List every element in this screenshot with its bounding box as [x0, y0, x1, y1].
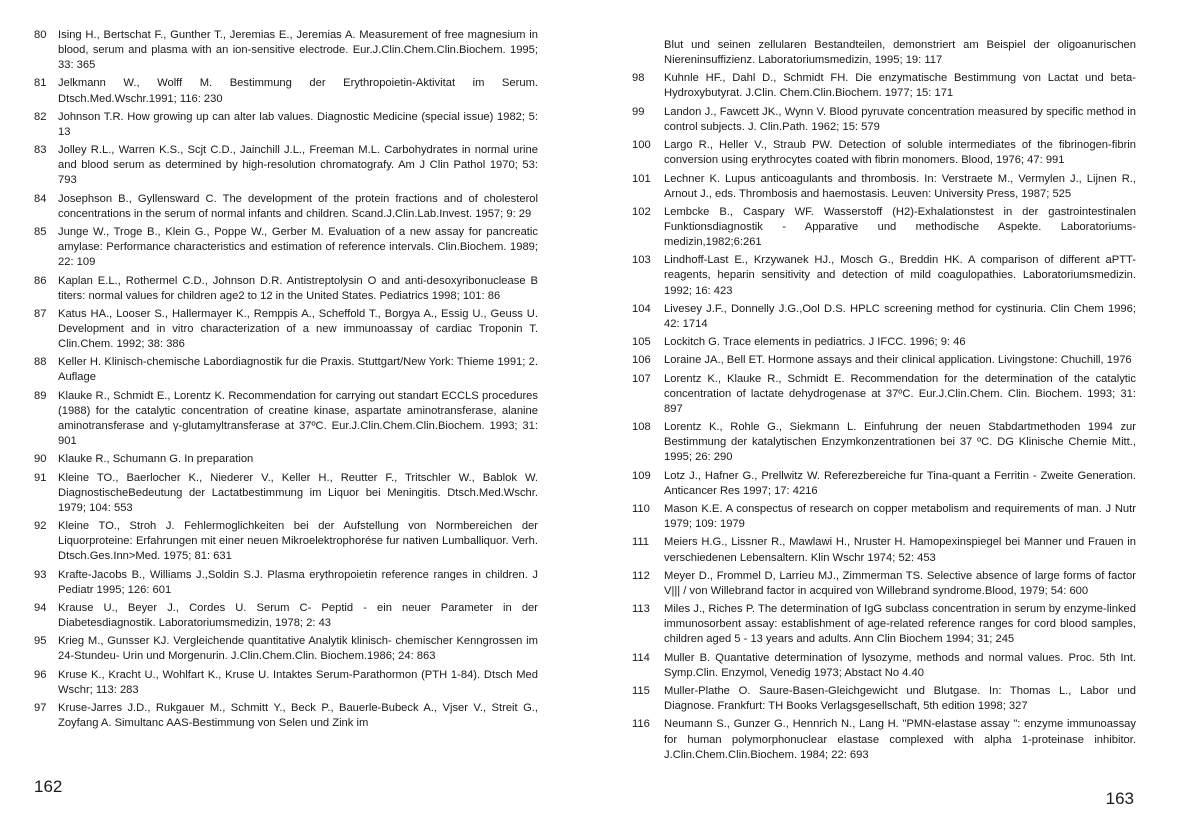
reference-number: 86	[34, 274, 47, 287]
page-number-right: 163	[1105, 789, 1134, 808]
reference-number: 107	[632, 372, 651, 385]
reference-text: Jolley R.L., Warren K.S., Scjt C.D., Jainchill J.L., Freeman M.L. Carbohydrates in normal urine and blood serum as determined by high-resolution chromatografy. Am J Clin Pathol 1970; 53: 793	[58, 144, 538, 187]
reference-number: 80	[34, 29, 47, 41]
reference-number: 90	[34, 453, 47, 466]
reference-item	[34, 568, 538, 598]
reference-text: Jelkmann W., Wolff M. Bestimmung der Erythropoietin-Aktivitat im Serum. Dtsch.Med.Wschr.1991; 116: 230	[58, 77, 538, 105]
reference-item	[632, 602, 1136, 647]
reference-text: Klauke R., Schumann G. In preparation	[58, 453, 254, 466]
reference-text: Lechner K. Lupus anticoagulants and thrombosis. In: Verstraete M., Vermylen J., Lijnen R., Arnout J., eds. Thrombosis and haemostasis. Leuven: University Press, 1987; 525	[664, 172, 1136, 200]
reference-text: Krieg M., Gunsser KJ. Vergleichende quantitative Analytik klinisch- chemischer Kenngrossen im 24-Stundeu- Urin und Morgenurin. J.Clin.Chem.Clin. Biochem.1986; 24: 863	[58, 635, 538, 663]
reference-number: 102	[632, 205, 651, 218]
reference-number: 96	[34, 668, 47, 681]
reference-text: Keller H. Klinisch-chemische Labordiagnostik fur die Praxis. Stuttgart/New York: Thieme 1991; 2. Auflage	[58, 356, 538, 384]
reference-item	[632, 420, 1136, 465]
reference-text: Katus HA., Looser S., Hallermayer K., Remppis A., Scheffold T., Borgya A., Essig U., Geuss U. Development and in vitro characterization of a new immunoassay of cardiac Troponin T. Clin.Chem. 1992; 38: 386	[58, 307, 538, 351]
reference-number: 104	[632, 302, 651, 315]
reference-number: 82	[34, 110, 47, 123]
reference-item	[34, 389, 538, 449]
reference-number: 114	[632, 651, 650, 664]
reference-item	[632, 372, 1136, 417]
reference-item	[34, 28, 538, 73]
reference-item	[632, 353, 1136, 368]
reference-text: Lockitch G. Trace elements in pediatrics. J IFCC. 1996; 9: 46	[664, 336, 966, 349]
reference-text: Krause U., Beyer J., Cordes U. Serum C- Peptid - ein neuer Parameter in der Diabetesdiagnostik. Laboratoriumsmedizin, 1978; 2: 43	[58, 601, 538, 629]
reference-item	[34, 519, 538, 564]
reference-item	[632, 469, 1136, 499]
reference-number: 87	[34, 307, 47, 320]
reference-number: 94	[34, 601, 47, 614]
right-page	[600, 0, 1200, 835]
reference-item	[34, 110, 538, 140]
reference-number: 85	[34, 226, 47, 239]
reference-text: Kleine TO., Stroh J. Fehlermoglichkeiten bei der Aufstellung von Normbereichen der Liquorproteine: Erfahrungen mit einer neuen Mikroelektrophorése fur nativen Lumballiquor. Verh. Dtsch.Ges.Inn>Med. 1975; 81: 631	[58, 520, 538, 563]
reference-item	[34, 701, 538, 731]
reference-item	[34, 452, 538, 467]
reference-text: Kleine TO., Baerlocher K., Niederer V., Keller H., Reutter F., Tritschler W., Bablok W. DiagnostischeBedeutung der Lactatbestimmung im Liquor bei Meningitis. Dtsch.Med.Wschr. 1979; 104: 553	[58, 471, 538, 514]
reference-number: 105	[632, 336, 651, 349]
reference-item	[632, 71, 1136, 101]
reference-text: Ising H., Bertschat F., Gunther T., Jeremias E., Jeremias A. Measurement of free magnesium in blood, serum and plasma with an ion-sensitive electrode. Eur.J.Clin.Chem.Clin.Biochem. 1995; 33: 365	[58, 29, 538, 72]
reference-number: 108	[632, 421, 651, 434]
reference-item	[34, 471, 538, 516]
reference-number: 97	[34, 702, 47, 715]
reference-number: 83	[34, 144, 47, 157]
reference-text: Lorentz K., Klauke R., Schmidt E. Recommendation for the determination of the catalytic concentration of lactate dehydrogenase at 37ºC. Eur.J.Clin.Chem. Clin. Biochem. 1993; 31: 897	[664, 372, 1136, 415]
reference-text: Landon J., Fawcett JK., Wynn V. Blood pyruvate concentration measured by specific method in control subjects. J. Clin.Path. 1962; 15: 579	[664, 105, 1136, 133]
reference-number: 115	[632, 685, 650, 698]
reference-text: Neumann S., Gunzer G., Hennrich N., Lang H. "PMN-elastase assay ": enzyme immunoassay for human polymorphonuclear elastase complexed with alpha 1-proteinase inhibitor. J.Clin.Chem.Clin.Biochem. 1984; 22: 693	[664, 718, 1136, 761]
reference-continuation: Blut und seinen zellularen Bestandteilen, demonstriert am Beispiel der oligoanurischen Niereninsuffizienz. Laboratoriumsmedizin, 1995; 19: 117	[664, 39, 1136, 67]
reference-number: 109	[632, 469, 651, 482]
reference-text: Miles J., Riches P. The determination of IgG subclass concentration in serum by enzyme-linked immunosorbent assay: establishment of age-related reference ranges for cord blood samples, children aged 5 - 13 years and adults. Ann Clin Biochem 1994; 31; 245	[664, 603, 1136, 646]
reference-text: Lindhoff-Last E., Krzywanek HJ., Mosch G., Breddin HK. A comparison of different aPTT-reagents, heparin sensitivity and detection of mild coagulopathies. Laboratoriumsmedizin. 1992; 16: 423	[664, 254, 1136, 297]
reference-number: 106	[632, 354, 651, 367]
reference-item	[632, 651, 1136, 681]
reference-text: Lotz J., Hafner G., Prellwitz W. Referezbereiche fur Tina-quant a Ferritin - Zweite Generation. Anticancer Res 1997; 17: 4216	[664, 469, 1136, 497]
reference-item	[632, 502, 1136, 532]
reference-item	[632, 205, 1136, 250]
reference-text: Largo R., Heller V., Straub PW. Detection of soluble intermediates of the fibrinogen-fibrin conversion using erythrocytes coated with fibrin monomers. Blood, 1976; 47: 991	[664, 139, 1136, 167]
reference-number: 110	[632, 503, 650, 516]
reference-text: Kruse K., Kracht U., Wohlfart K., Kruse U. Intaktes Serum-Parathormon (PTH 1-84). Dtsch Med Wschr; 113: 283	[58, 668, 538, 696]
reference-item	[34, 668, 538, 698]
reference-number: 81	[34, 77, 47, 90]
reference-item	[34, 307, 538, 352]
reference-item	[34, 76, 538, 106]
reference-item	[632, 335, 1136, 350]
reference-number: 116	[632, 718, 650, 731]
reference-text: Junge W., Troge B., Klein G., Poppe W., Gerber M. Evaluation of a new assay for pancreatic amylase: Performance characteristics and estimation of reference intervals. Clin.Biochem. 1989; 22: 109	[58, 226, 538, 269]
reference-item	[34, 601, 538, 631]
reference-text: Josephson B., Gyllensward C. The development of the protein fractions and of cholesterol concentrations in the serum of normal infants and children. Scand.J.Clin.Lab.Invest. 1957; 9: 29	[58, 192, 538, 220]
reference-item	[34, 634, 538, 664]
reference-item	[632, 535, 1136, 565]
reference-text: Krafte-Jacobs B., Williams J.,Soldin S.J. Plasma erythropoietin reference ranges in children. J Pediatr 1995; 126: 601	[58, 568, 538, 596]
reference-text: Johnson T.R. How growing up can alter lab values. Diagnostic Medicine (special issue) 1982; 5: 13	[58, 110, 538, 138]
reference-item	[632, 105, 1136, 135]
reference-text: Kaplan E.L., Rothermel C.D., Johnson D.R. Antistreptolysin O and anti-desoxyribonuclease B titers: normal values for children age2 to 12 in the United States. Pediatrics 1998; 101: 86	[58, 274, 538, 302]
reference-list-right	[632, 71, 1136, 762]
reference-list-left	[34, 28, 538, 731]
reference-item	[34, 274, 538, 304]
reference-item	[632, 569, 1136, 599]
reference-item	[632, 172, 1136, 202]
reference-item	[632, 684, 1136, 714]
reference-number: 95	[34, 635, 47, 648]
reference-item	[632, 717, 1136, 762]
reference-text: Livesey J.F., Donnelly J.G.,Ool D.S. HPLC screening method for cystinuria. Clin Chem 1996; 42: 1714	[664, 302, 1136, 330]
reference-number: 92	[34, 520, 47, 533]
reference-text: Meyer D., Frommel D, Larrieu MJ., Zimmerman TS. Selective absence of large forms of factor V||| / von Willebrand factor in acquired von Willebrand syndrome.Blood, 1979; 54: 600	[664, 569, 1136, 597]
reference-text: Lembcke B., Caspary WF. Wasserstoff (H2)-Exhalationstest in der gastrointestinalen Funktionsdiagnostik - Apparative und methodische Aspekte. Laboratoriums-medizin,1982;6:261	[664, 205, 1136, 249]
reference-text: Muller B. Quantative determination of lysozyme, methods and normal values. Proc. 5th Int. Symp.Clin. Enzymol, Venedig 1973; Abstact No 4.40	[664, 651, 1136, 679]
reference-text: Meiers H.G., Lissner R., Mawlawi H., Nruster H. Hamopexinspiegel bei Manner und Frauen in verschiedenen Lebensaltern. Klin Wschr 1974; 52: 453	[664, 536, 1136, 564]
page-number-left: 162	[34, 777, 63, 796]
reference-text: Mason K.E. A conspectus of research on copper metabolism and requirements of man. J Nutr 1979; 109: 1979	[664, 503, 1136, 531]
reference-number: 84	[34, 192, 47, 205]
reference-text: Muller-Plathe O. Saure-Basen-Gleichgewicht und Blutgase. In: Thomas L., Labor und Diagnose. Frankfurt: TH Books Verlagsgesellschaft, 5th edition 1998; 327	[664, 685, 1136, 713]
reference-text: Kuhnle HF., Dahl D., Schmidt FH. Die enzymatische Bestimmung von Lactat und beta-Hydroxybutyrat. J.Clin. Chem.Clin.Biochem. 1977; 15: 171	[664, 72, 1136, 100]
reference-item	[632, 253, 1136, 298]
reference-number: 103	[632, 254, 651, 267]
reference-number: 99	[632, 105, 645, 118]
reference-item	[34, 225, 538, 270]
reference-number: 89	[34, 389, 47, 402]
reference-number: 93	[34, 568, 47, 581]
reference-number: 111	[632, 536, 650, 549]
reference-item	[632, 302, 1136, 332]
reference-number: 98	[632, 72, 645, 85]
reference-text: Klauke R., Schmidt E., Lorentz K. Recommendation for carrying out standart ECCLS procedures (1988) for the catalytic concentration of creatine kinase, aspartate aminotransferase, alanine aminotransferase and γ-glutamyltransferase at 37ºC. Eur.J.Clin.Chem.Clin.Biochem. 1993; 31: 901	[58, 389, 538, 448]
reference-item	[34, 143, 538, 188]
reference-item	[34, 355, 538, 385]
reference-number: 112	[632, 569, 650, 582]
reference-item	[632, 138, 1136, 168]
reference-number: 91	[34, 471, 47, 484]
reference-text: Lorentz K., Rohle G., Siekmann L. Einfuhrung der neuen Stabdartmethoden 1994 zur Bestimmung der katalytischen Enzymkonzentrationen bei 37 ºC. DG Klinische Chemie Mitt., 1995; 26: 290	[664, 421, 1136, 464]
reference-text: Kruse-Jarres J.D., Rukgauer M., Schmitt Y., Beck P., Bauerle-Bubeck A., Vjser V., Streit G., Zoyfang A. Simultanc AAS-Bestimmung von Selen und Zink im	[58, 702, 538, 730]
reference-number: 100	[632, 139, 651, 152]
reference-number: 113	[632, 603, 650, 616]
reference-number: 88	[34, 356, 47, 369]
reference-item	[34, 192, 538, 222]
reference-number: 101	[632, 172, 651, 185]
reference-text: Loraine JA., Bell ET. Hormone assays and their clinical application. Livingstone: Chuchill, 1976	[664, 354, 1132, 367]
